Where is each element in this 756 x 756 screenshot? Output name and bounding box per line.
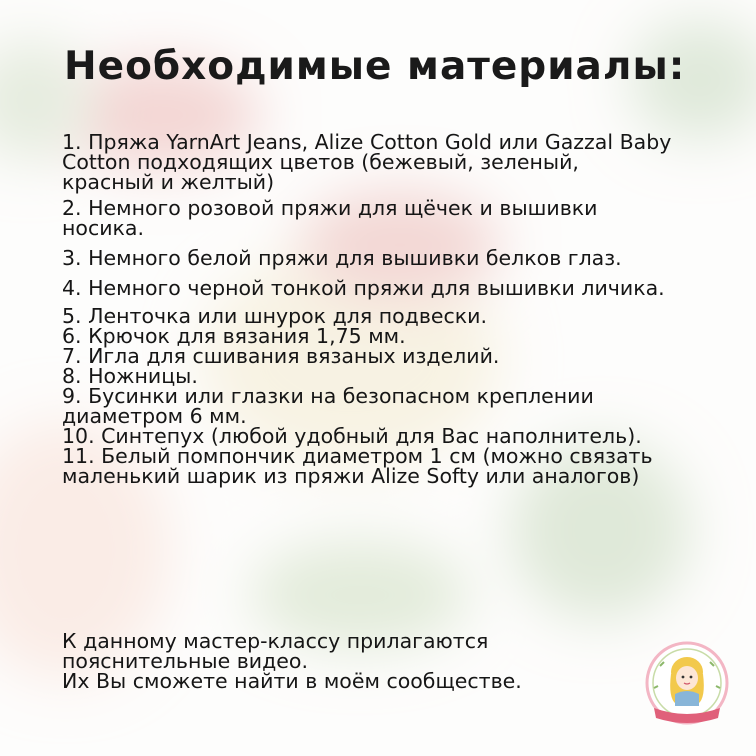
material-item-7: 7. Игла для сшивания вязаных изделий.: [62, 344, 500, 368]
material-item-5: 5. Ленточка или шнурок для подвески.: [62, 304, 488, 328]
material-item-3: 3. Немного белой пряжи для вышивки белков глаз.: [62, 246, 622, 270]
material-item-2: 2. Немного розовой пряжи для щёчек и вышивки носика.: [62, 196, 598, 240]
page-title: Необходимые материалы:: [64, 44, 686, 89]
material-item-6: 6. Крючок для вязания 1,75 мм.: [62, 324, 406, 348]
material-item-8: 8. Ножницы.: [62, 364, 198, 388]
material-item-4: 4. Немного черной тонкой пряжи для вышивки личика.: [62, 276, 665, 300]
material-item-10: 10. Синтепух (любой удобный для Вас наполнитель).: [62, 424, 642, 448]
crochet-author-logo-icon: [640, 636, 734, 730]
materials-list: [62, 132, 672, 486]
material-item-11: 11. Белый помпончик диаметром 1 см (можно связать маленький шарик из пряжи Alize Softy или аналогов): [62, 444, 653, 488]
material-item-1: 1. Пряжа YarnArt Jeans, Alize Cotton Gold или Gazzal Baby Cotton подходящих цветов (бежевый, зеленый, красный и желтый): [62, 130, 672, 194]
video-note-line-1: К данному мастер-классу прилагаются пояснительные видео.: [62, 629, 489, 673]
material-item-9: 9. Бусинки или глазки на безопасном креплении диаметром 6 мм.: [62, 384, 594, 428]
video-note: [62, 631, 642, 691]
video-note-line-2: Их Вы сможете найти в моём сообществе.: [62, 669, 522, 693]
